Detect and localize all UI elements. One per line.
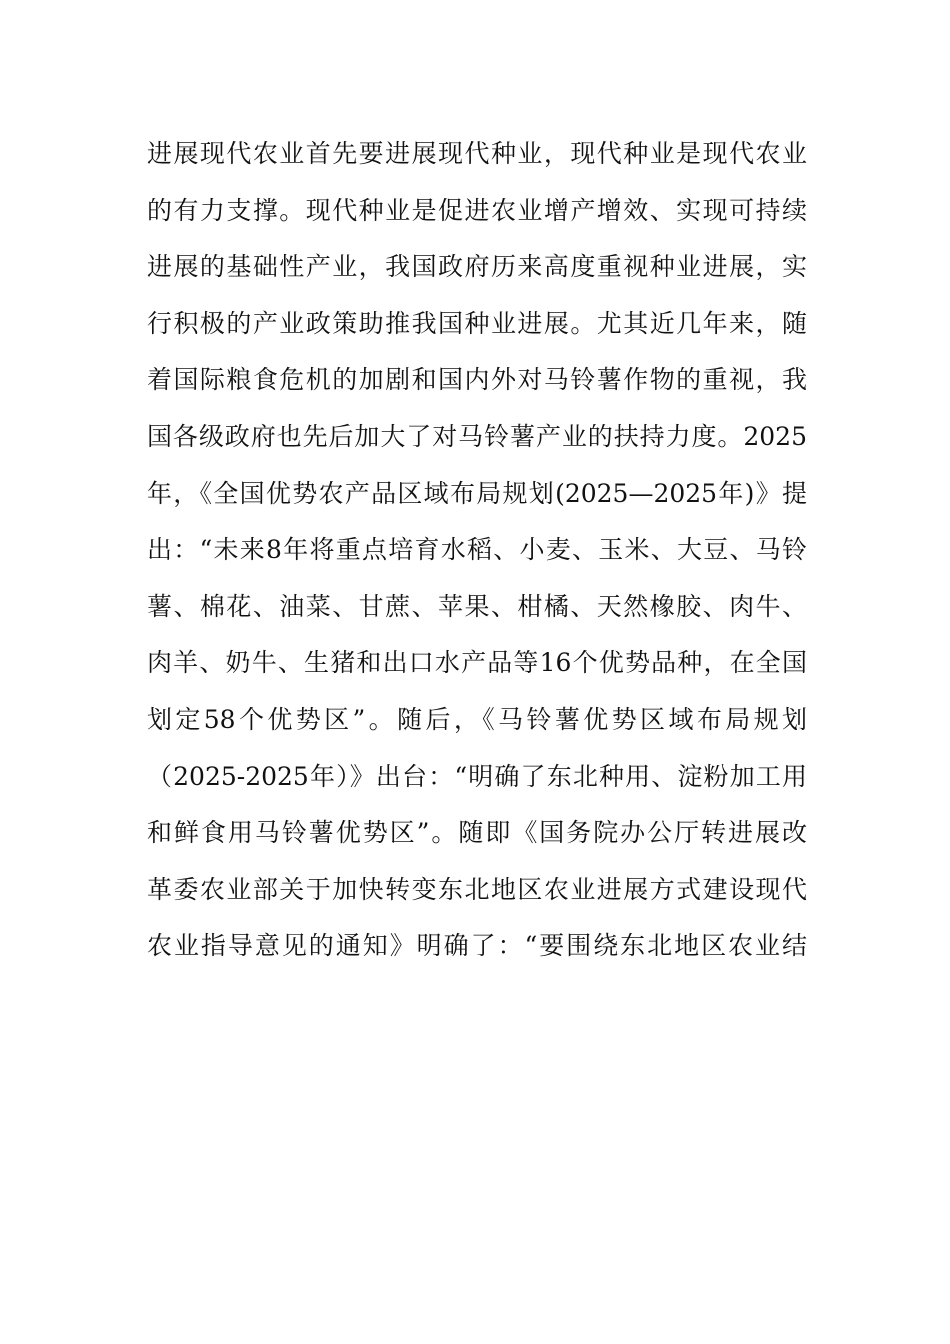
text-line: 国各级政府也先后加大了对马铃薯产业的扶持力度。2025 bbox=[147, 421, 807, 451]
text-line: 肉羊、奶牛、生猪和出口水产品等16个优势品种，在全国 bbox=[147, 648, 807, 678]
text-line: 行积极的产业政策助推我国种业进展。尤其近几年来，随 bbox=[147, 308, 807, 338]
text-line: 革委农业部关于加快转变东北地区农业进展方式建设现代 bbox=[147, 874, 807, 904]
text-line: 年，《全国优势农产品区域布局规划(2025—2025年)》提 bbox=[147, 478, 807, 508]
text-line: （2025-2025年）》出台：“明确了东北种用、淀粉加工用 bbox=[147, 761, 807, 791]
text-line: 的有力支撑。现代种业是促进农业增产增效、实现可持续 bbox=[147, 195, 807, 225]
text-line: 出：“未来8年将重点培育水稻、小麦、玉米、大豆、马铃 bbox=[147, 535, 807, 565]
text-line: 划定58个优势区”。随后，《马铃薯优势区域布局规划 bbox=[147, 704, 807, 734]
text-line: 和鲜食用马铃薯优势区”。随即《国务院办公厅转进展改 bbox=[147, 818, 807, 848]
text-line: 进展的基础性产业，我国政府历来高度重视种业进展，实 bbox=[147, 252, 807, 282]
text-line: 着国际粮食危机的加剧和国内外对马铃薯作物的重视，我 bbox=[147, 365, 807, 395]
text-line: 进展现代农业首先要进展现代种业，现代种业是现代农业 bbox=[147, 139, 807, 168]
text-line: 薯、棉花、油菜、甘蔗、苹果、柑橘、天然橡胶、肉牛、 bbox=[147, 591, 807, 621]
text-line: 农业指导意见的通知》明确了：“要围绕东北地区农业结 bbox=[147, 931, 807, 961]
body-paragraph bbox=[147, 126, 807, 975]
